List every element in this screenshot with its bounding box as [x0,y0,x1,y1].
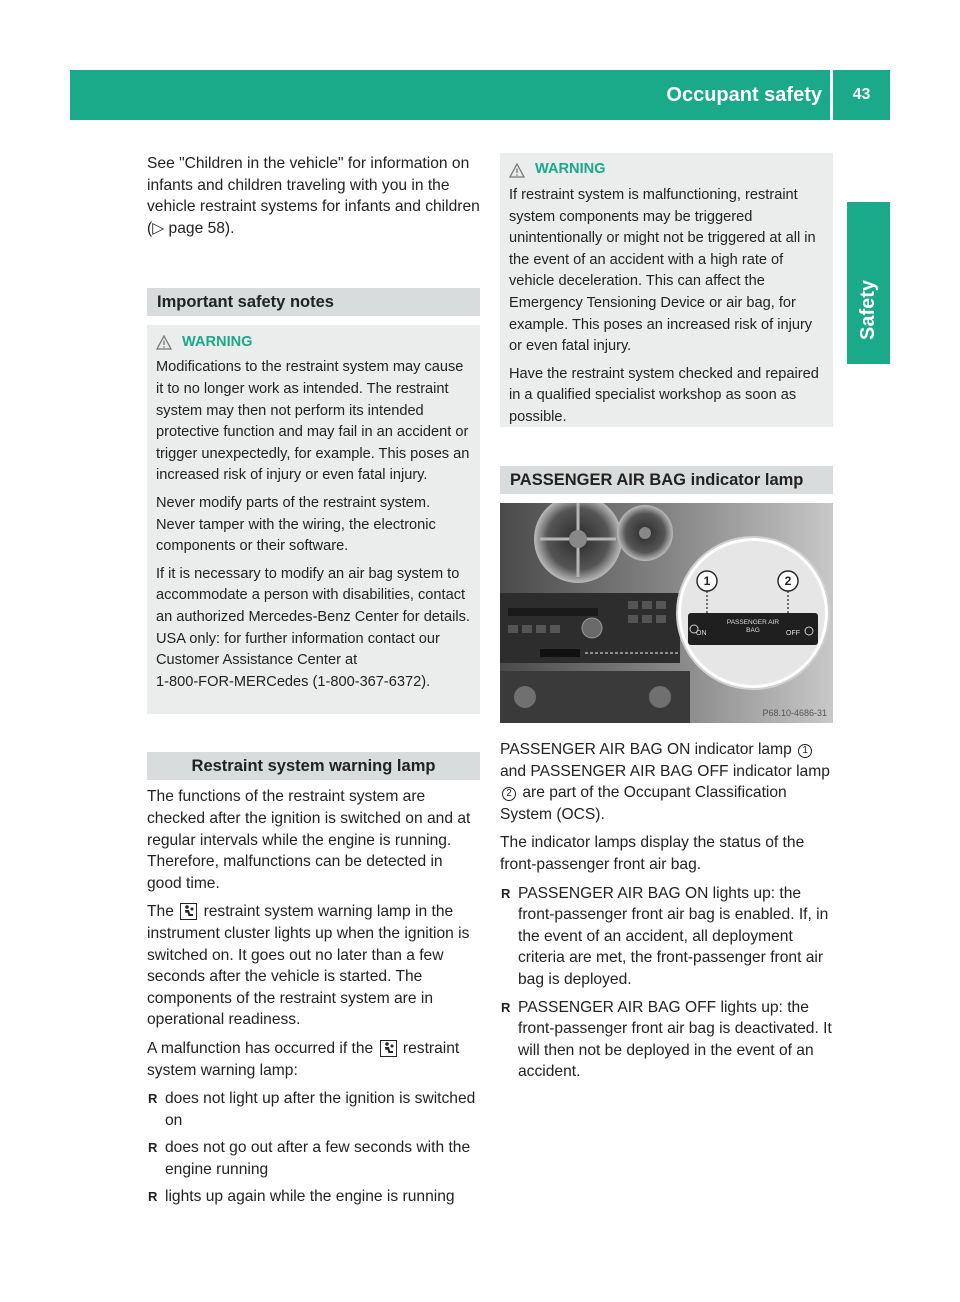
section-heading-restraint: Restraint system warning lamp [147,752,480,780]
warning-heading: WARNING [509,160,824,180]
label-off: OFF [786,630,800,637]
passenger-description: PASSENGER AIR BAG ON indicator lamp 1 and PASSENGER AIR BAG OFF indicator lamp 2 are part of the Occupant Classification System (OCS). [500,741,830,823]
malfunction-list [147,1088,480,1208]
list-item: R lights up again while the engine is running [148,1188,455,1206]
left-column [147,153,480,1214]
list-item: R does not go out after a few seconds with the engine running [148,1139,471,1178]
photo-code: P68.10-4686-31 [762,708,827,718]
callout-ref-2: 2 [502,787,516,801]
passenger-description: The indicator lamps display the status of the front-passenger front air bag. [500,834,805,873]
dashboard-photo [500,503,833,723]
callout-ref-1: 1 [798,744,812,758]
intro-paragraph: See "Children in the vehicle" for information on infants and children traveling with you in the vehicle restraint systems for infants and children (▷ page 58). [147,155,480,237]
indicator-list [500,883,833,1083]
warning-triangle-icon [509,163,525,178]
callout-1: 1 [703,574,711,588]
warning-box-malfunction [500,153,833,427]
right-column [500,153,833,1089]
page-ref-arrow: ▷ [152,219,165,237]
label-center: PASSENGER AIR BAG [726,619,780,634]
page-ref-link[interactable]: page 58). [168,219,235,237]
page-title: Occupant safety [666,84,822,106]
section-heading-important: Important safety notes [147,288,480,316]
warning-triangle-icon [156,335,172,350]
restraint-paragraph: A malfunction has occurred if the restraint system warning lamp: [147,1039,460,1079]
warning-heading: WARNING [156,332,471,352]
section-heading-passenger: PASSENGER AIR BAG indicator lamp [500,466,833,494]
restraint-warning-icon [380,1040,397,1057]
page-number: 43 [852,86,871,103]
restraint-paragraph: The restraint system warning lamp in the instrument cluster lights up when the ignition is switched on. It goes out no later than a few seconds after the vehicle is started. The components of the restraint system are in operational readiness. [147,903,470,1029]
warning-box-modifications [147,325,480,714]
label-on: ON [696,630,707,637]
list-item: R PASSENGER AIR BAG OFF lights up: the front-passenger front air bag is deactivated. It will then not be deployed in the event of an accident. [501,998,832,1081]
warning-text: Modifications to the restraint system may cause it to no longer work as intended. The restraint system may then not perform its intended protective function and may fail in an accident or trigger unexpectedly, for example. This poses an increased risk of injury or even fatal injury. [156,359,470,484]
warning-text: If restraint system is malfunctioning, restraint system components may be triggered unintentionally or might not be triggered at all in the event of an accident with a high rate of vehicle deceleration. This can affect the Emergency Tensioning Device or air bag, for example. This poses an increased risk of injury or even fatal injury. [509,187,816,355]
side-tab-label: Safety [857,279,879,340]
list-item: R PASSENGER AIR BAG ON lights up: the front-passenger front air bag is enabled. If, in the event of an accident, all deployment criteria are met, the front-passenger front air bag is deployed. [501,884,829,988]
callout-2: 2 [784,574,792,588]
dashboard-illustration [500,503,833,723]
warning-text: If it is necessary to modify an air bag system to accommodate a person with disabilities, contact an authorized Mercedes-Benz Center for details. USA only: for further information contact our Customer Assistance Center at 1-800-FOR-MERCedes (1-800-367-6372). [156,565,470,690]
list-item: R does not light up after the ignition is switched on [148,1090,476,1129]
warning-text: Never modify parts of the restraint system. Never tamper with the wiring, the electronic components or their software. [156,494,436,555]
warning-text: Have the restraint system checked and repaired in a qualified specialist workshop as soon as possible. [509,365,819,425]
restraint-paragraph: The functions of the restraint system are checked after the ignition is switched on and at regular intervals while the engine is running. Therefore, malfunctions can be detected in good time. [147,788,471,892]
restraint-warning-icon [180,903,197,920]
phone-number: 1-800-FOR-MERCedes (1-800-367-6372). [156,673,431,690]
